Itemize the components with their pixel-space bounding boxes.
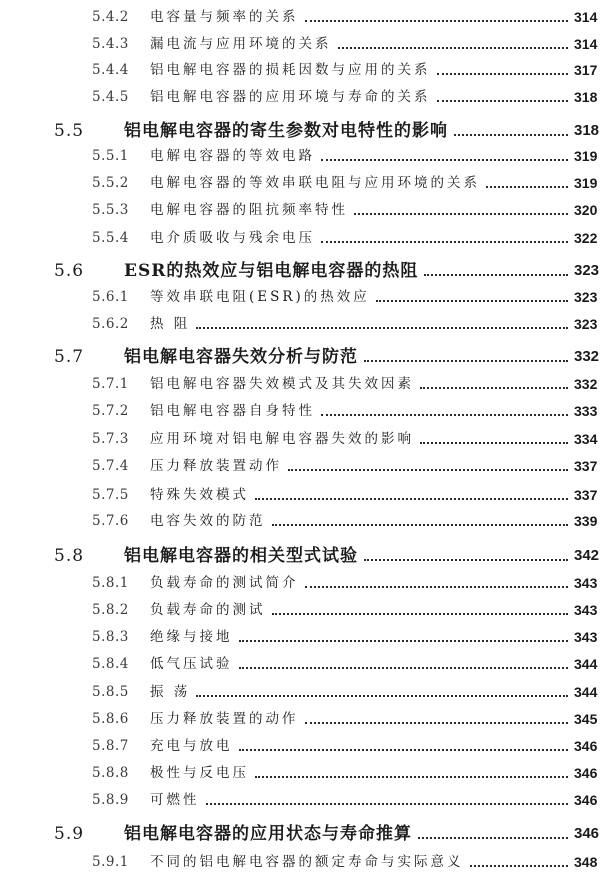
entry-page-number: 320 bbox=[574, 202, 598, 218]
entry-page-number: 323 bbox=[574, 289, 598, 305]
entry-number: 5.8.1 bbox=[92, 575, 129, 591]
entry-title: 铝电解电容器的相关型式试验 bbox=[124, 546, 358, 566]
entry-title: 铝电解电容器失效模式及其失效因素 bbox=[150, 376, 414, 392]
dot-leader bbox=[486, 185, 568, 188]
entry-page-number: 348 bbox=[574, 854, 598, 870]
toc-subsection-entry[interactable] bbox=[0, 311, 612, 337]
toc-subsection-entry[interactable] bbox=[0, 284, 612, 310]
dot-leader bbox=[418, 836, 568, 839]
entry-title: 应用环境对铝电解电容器失效的影响 bbox=[150, 431, 414, 447]
dot-leader bbox=[239, 748, 569, 751]
entry-number: 5.9.1 bbox=[92, 854, 129, 870]
entry-number: 5.8.2 bbox=[92, 602, 129, 618]
entry-title: 不同的铝电解电容器的额定寿命与实际意义 bbox=[150, 854, 464, 870]
entry-number: 5.7.5 bbox=[92, 487, 129, 503]
entry-title: 压力释放装置动作 bbox=[150, 458, 282, 474]
entry-page-number: 334 bbox=[574, 431, 598, 447]
toc-subsection-entry[interactable] bbox=[0, 225, 612, 251]
toc-subsection-entry[interactable] bbox=[0, 733, 612, 759]
dot-leader bbox=[255, 775, 568, 778]
entry-title: 等效串联电阻(ESR)的热效应 bbox=[150, 289, 370, 305]
entry-number: 5.8.4 bbox=[92, 656, 129, 672]
entry-title: 负载寿命的测试 bbox=[150, 602, 266, 618]
entry-title: 振 荡 bbox=[150, 684, 191, 700]
dot-leader bbox=[305, 19, 569, 22]
toc-section-entry[interactable] bbox=[0, 116, 612, 146]
toc-subsection-entry[interactable] bbox=[0, 482, 612, 508]
entry-page-number: 345 bbox=[574, 711, 598, 727]
toc-section-entry[interactable] bbox=[0, 342, 612, 372]
toc-subsection-entry[interactable] bbox=[0, 170, 612, 196]
entry-number: 5.8 bbox=[54, 546, 85, 566]
toc-subsection-entry[interactable] bbox=[0, 679, 612, 705]
toc-subsection-entry[interactable] bbox=[0, 570, 612, 596]
dot-leader bbox=[354, 212, 568, 215]
entry-page-number: 332 bbox=[574, 376, 598, 392]
dot-leader bbox=[364, 558, 568, 561]
entry-number: 5.7.3 bbox=[92, 431, 129, 447]
entry-number: 5.9 bbox=[54, 824, 85, 844]
entry-title: 铝电解电容器失效分析与防范 bbox=[124, 347, 358, 367]
dot-leader bbox=[470, 864, 569, 867]
entry-title: 铝电解电容器的损耗因数与应用的关系 bbox=[150, 62, 431, 78]
toc-subsection-entry[interactable] bbox=[0, 84, 612, 110]
entry-page-number: 342 bbox=[574, 547, 600, 564]
entry-page-number: 333 bbox=[574, 403, 598, 419]
entry-page-number: 323 bbox=[574, 316, 598, 332]
toc-subsection-entry[interactable] bbox=[0, 597, 612, 623]
dot-leader bbox=[305, 585, 569, 588]
entry-number: 5.5.2 bbox=[92, 175, 129, 191]
entry-page-number: 343 bbox=[574, 602, 598, 618]
entry-page-number: 319 bbox=[574, 175, 598, 191]
dot-leader bbox=[420, 441, 568, 444]
entry-title: 特殊失效模式 bbox=[150, 487, 249, 503]
entry-number: 5.8.6 bbox=[92, 711, 129, 727]
toc-section-entry[interactable] bbox=[0, 819, 612, 849]
dot-leader bbox=[239, 639, 569, 642]
dot-leader bbox=[338, 46, 569, 49]
entry-title: 可燃性 bbox=[150, 792, 200, 808]
entry-number: 5.6.2 bbox=[92, 316, 129, 332]
entry-number: 5.7.1 bbox=[92, 376, 129, 392]
entry-title: 铝电解电容器的应用环境与寿命的关系 bbox=[150, 89, 431, 105]
toc-subsection-entry[interactable] bbox=[0, 371, 612, 397]
entry-number: 5.7.2 bbox=[92, 403, 129, 419]
entry-number: 5.4.4 bbox=[92, 62, 129, 78]
entry-title: 电解电容器的等效串联电阻与应用环境的关系 bbox=[150, 175, 480, 191]
toc-subsection-entry[interactable] bbox=[0, 651, 612, 677]
entry-page-number: 318 bbox=[574, 89, 598, 105]
dot-leader bbox=[364, 359, 568, 362]
dot-leader bbox=[196, 694, 568, 697]
entry-title: 铝电解电容器自身特性 bbox=[150, 403, 315, 419]
entry-page-number: 317 bbox=[574, 62, 598, 78]
entry-title: ESR的热效应与铝电解电容器的热阻 bbox=[124, 261, 419, 281]
entry-title: 电解电容器的等效电路 bbox=[150, 148, 315, 164]
entry-number: 5.4.2 bbox=[92, 9, 129, 25]
dot-leader bbox=[272, 523, 569, 526]
entry-title: 电容失效的防范 bbox=[150, 513, 266, 529]
entry-number: 5.5.4 bbox=[92, 230, 129, 246]
entry-title: 压力释放装置的动作 bbox=[150, 711, 299, 727]
toc-section-entry[interactable] bbox=[0, 541, 612, 571]
toc-subsection-entry[interactable] bbox=[0, 426, 612, 452]
dot-leader bbox=[376, 299, 568, 302]
entry-number: 5.8.9 bbox=[92, 792, 129, 808]
entry-page-number: 339 bbox=[574, 513, 598, 529]
entry-title: 漏电流与应用环境的关系 bbox=[150, 36, 332, 52]
entry-title: 铝电解电容器的寄生参数对电特性的影响 bbox=[124, 121, 448, 141]
entry-title: 电介质吸收与残余电压 bbox=[150, 230, 315, 246]
toc-subsection-entry[interactable] bbox=[0, 849, 612, 875]
toc-subsection-entry[interactable] bbox=[0, 787, 612, 813]
entry-page-number: 346 bbox=[574, 765, 598, 781]
entry-number: 5.7.4 bbox=[92, 458, 129, 474]
entry-page-number: 343 bbox=[574, 575, 598, 591]
dot-leader bbox=[437, 99, 569, 102]
dot-leader bbox=[321, 240, 568, 243]
entry-page-number: 319 bbox=[574, 148, 598, 164]
dot-leader bbox=[321, 158, 568, 161]
entry-number: 5.8.8 bbox=[92, 765, 129, 781]
entry-number: 5.5.1 bbox=[92, 148, 129, 164]
dot-leader bbox=[196, 326, 568, 329]
toc-subsection-entry[interactable] bbox=[0, 57, 612, 83]
entry-page-number: 346 bbox=[574, 738, 598, 754]
entry-title: 极性与反电压 bbox=[150, 765, 249, 781]
toc-subsection-entry[interactable] bbox=[0, 4, 612, 30]
toc-subsection-entry[interactable] bbox=[0, 760, 612, 786]
entry-number: 5.8.3 bbox=[92, 629, 129, 645]
entry-page-number: 322 bbox=[574, 230, 598, 246]
dot-leader bbox=[420, 386, 568, 389]
entry-number: 5.4.3 bbox=[92, 36, 129, 52]
dot-leader bbox=[206, 802, 569, 805]
entry-page-number: 314 bbox=[574, 9, 598, 25]
toc-subsection-entry[interactable] bbox=[0, 624, 612, 650]
entry-page-number: 337 bbox=[574, 458, 598, 474]
entry-title: 绝缘与接地 bbox=[150, 629, 233, 645]
toc-subsection-entry[interactable] bbox=[0, 398, 612, 424]
entry-number: 5.8.5 bbox=[92, 684, 129, 700]
entry-page-number: 344 bbox=[574, 684, 598, 700]
entry-number: 5.7.6 bbox=[92, 513, 129, 529]
entry-title: 负载寿命的测试简介 bbox=[150, 575, 299, 591]
toc-subsection-entry[interactable] bbox=[0, 453, 612, 479]
entry-title: 电解电容器的阻抗频率特性 bbox=[150, 202, 348, 218]
dot-leader bbox=[272, 612, 569, 615]
entry-title: 充电与放电 bbox=[150, 738, 233, 754]
entry-page-number: 318 bbox=[574, 122, 600, 139]
dot-leader bbox=[255, 497, 568, 500]
entry-page-number: 323 bbox=[574, 262, 600, 279]
toc-subsection-entry[interactable] bbox=[0, 143, 612, 169]
entry-page-number: 344 bbox=[574, 656, 598, 672]
entry-page-number: 343 bbox=[574, 629, 598, 645]
toc-subsection-entry[interactable] bbox=[0, 706, 612, 732]
dot-leader bbox=[424, 273, 568, 276]
entry-page-number: 346 bbox=[574, 825, 600, 842]
entry-number: 5.7 bbox=[54, 347, 85, 367]
entry-title: 低气压试验 bbox=[150, 656, 233, 672]
dot-leader bbox=[437, 72, 569, 75]
entry-number: 5.6.1 bbox=[92, 289, 129, 305]
entry-page-number: 337 bbox=[574, 487, 598, 503]
entry-title: 电容量与频率的关系 bbox=[150, 9, 299, 25]
entry-number: 5.8.7 bbox=[92, 738, 129, 754]
entry-number: 5.4.5 bbox=[92, 89, 129, 105]
entry-number: 5.5.3 bbox=[92, 202, 129, 218]
entry-number: 5.5 bbox=[54, 121, 85, 141]
entry-number: 5.6 bbox=[54, 261, 85, 281]
entry-page-number: 332 bbox=[574, 348, 600, 365]
entry-page-number: 346 bbox=[574, 792, 598, 808]
dot-leader bbox=[321, 413, 568, 416]
entry-title: 热 阻 bbox=[150, 316, 191, 332]
dot-leader bbox=[288, 468, 568, 471]
toc-subsection-entry[interactable] bbox=[0, 508, 612, 534]
dot-leader bbox=[305, 721, 569, 724]
toc-subsection-entry[interactable] bbox=[0, 31, 612, 57]
toc-section-entry[interactable] bbox=[0, 256, 612, 286]
dot-leader bbox=[239, 666, 569, 669]
entry-title: 铝电解电容器的应用状态与寿命推算 bbox=[124, 824, 412, 844]
dot-leader bbox=[454, 133, 568, 136]
toc-subsection-entry[interactable] bbox=[0, 197, 612, 223]
entry-page-number: 314 bbox=[574, 36, 598, 52]
